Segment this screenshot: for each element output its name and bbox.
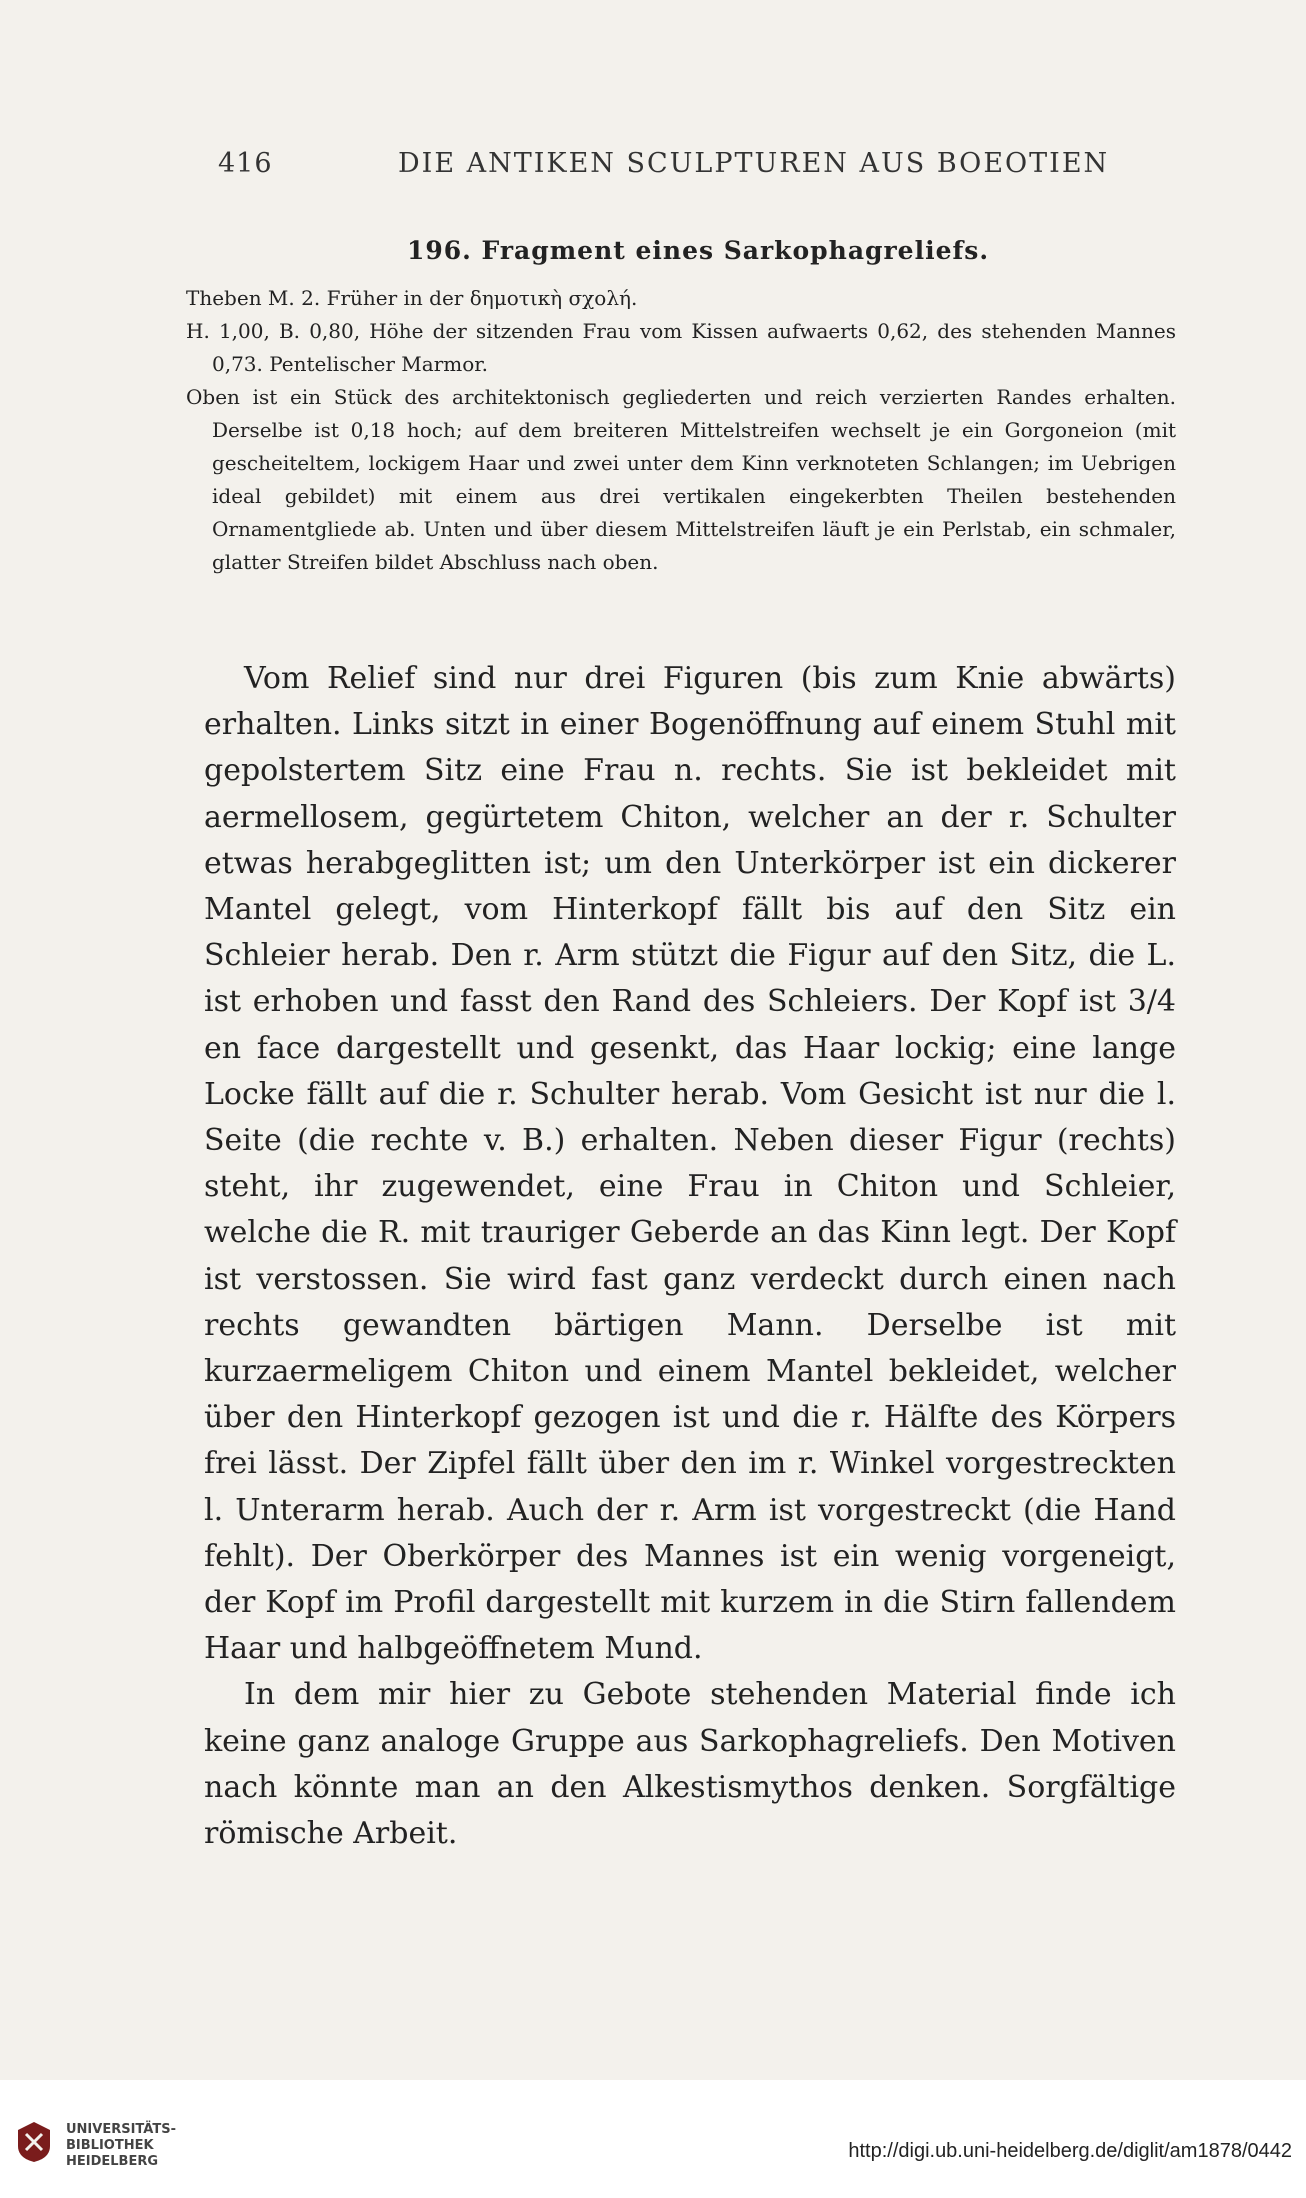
- main-text: [204, 656, 1176, 1857]
- catalog-entry-title: 196. Fragment eines Sarkophagreliefs.: [406, 236, 990, 265]
- paragraph-1: Vom Relief sind nur drei Figuren (bis zum Knie abwärts) erhalten. Links sitzt in einer Bogenöffnung auf einem Stuhl mit gepolstertem Sitz eine Frau n. rechts. Sie ist bekleidet mit aermellosem, gegürtetem Chiton, welcher an der r. Schulter etwas herabgeglitten ist; um den Unterkörper ist ein dickerer Mantel gelegt, vom Hinterkopf fällt bis auf den Sitz ein Schleier herab. Den r. Arm stützt die Figur auf den Sitz, die L. ist erhoben und fasst den Rand des Schleiers. Der Kopf ist 3/4 en face dargestellt und gesenkt, das Haar lockig; eine lange Locke fällt auf die r. Schulter herab. Vom Gesicht ist nur die l. Seite (die rechte v. B.) erhalten. Neben dieser Figur (rechts) steht, ihr zugewendet, eine Frau in Chiton und Schleier, welche die R. mit trauriger Geberde an das Kinn legt. Der Kopf ist verstossen. Sie wird fast ganz verdeckt durch einen nach rechts gewandten bärtigen Mann. Derselbe ist mit kurzaermeligem Chiton und einem Mantel bekleidet, welcher über den Hinterkopf gezogen ist und die r. Hälfte des Körpers frei lässt. Der Zipfel fällt über den im r. Winkel vorgestreckten l. Unterarm herab. Auch der r. Arm ist vorgestreckt (die Hand fehlt). Der Oberkörper des Mannes ist ein wenig vorgeneigt, der Kopf im Profil dargestellt mit kurzem in die Stirn fallendem Haar und halbgeöffnetem Mund.: [204, 661, 1176, 1667]
- viewer-footer: [0, 2080, 1306, 2198]
- catalog-description: Oben ist ein Stück des architektonisch gegliederten und reich verzierten Randes erhalten. Derselbe ist 0,18 hoch; auf dem breiteren Mittelstreifen wechselt je ein Gorgoneion (mit gescheiteltem, lockigem Haar und zwei unter dem Kinn verknoteten Schlangen; im Uebrigen ideal gebildet) mit einem aus drei vertikalen eingekerbten Theilen bestehenden Ornamentgliede ab. Unten und über diesem Mittelstreifen läuft je ein Perlstab, ein schmaler, glatter Streifen bildet Abschluss nach oben.: [186, 385, 1176, 574]
- catalog-notes: [186, 282, 1176, 579]
- page-number: 416: [218, 148, 273, 179]
- university-seal-icon: [14, 2120, 54, 2164]
- source-url-link[interactable]: http://digi.ub.uni-heidelberg.de/diglit/am1878/0442: [848, 2140, 1292, 2162]
- paragraph-2: In dem mir hier zu Gebote stehenden Material finde ich keine ganz analoge Gruppe aus Sarkophagreliefs. Den Motiven nach könnte man an den Alkestismythos denken. Sorgfältige römische Arbeit.: [204, 1677, 1176, 1852]
- dimensions: H. 1,00, B. 0,80, Höhe der sitzenden Frau vom Kissen aufwaerts 0,62, des stehenden Mannes 0,73. Pentelischer Marmor.: [186, 319, 1176, 376]
- library-name: UNIVERSITÄTS- BIBLIOTHEK HEIDELBERG: [66, 2122, 176, 2169]
- provenance: Theben M. 2. Früher in der δημοτικὴ σχολή.: [186, 286, 638, 310]
- running-title: DIE ANTIKEN SCULPTUREN AUS BOEOTIEN: [398, 148, 1110, 179]
